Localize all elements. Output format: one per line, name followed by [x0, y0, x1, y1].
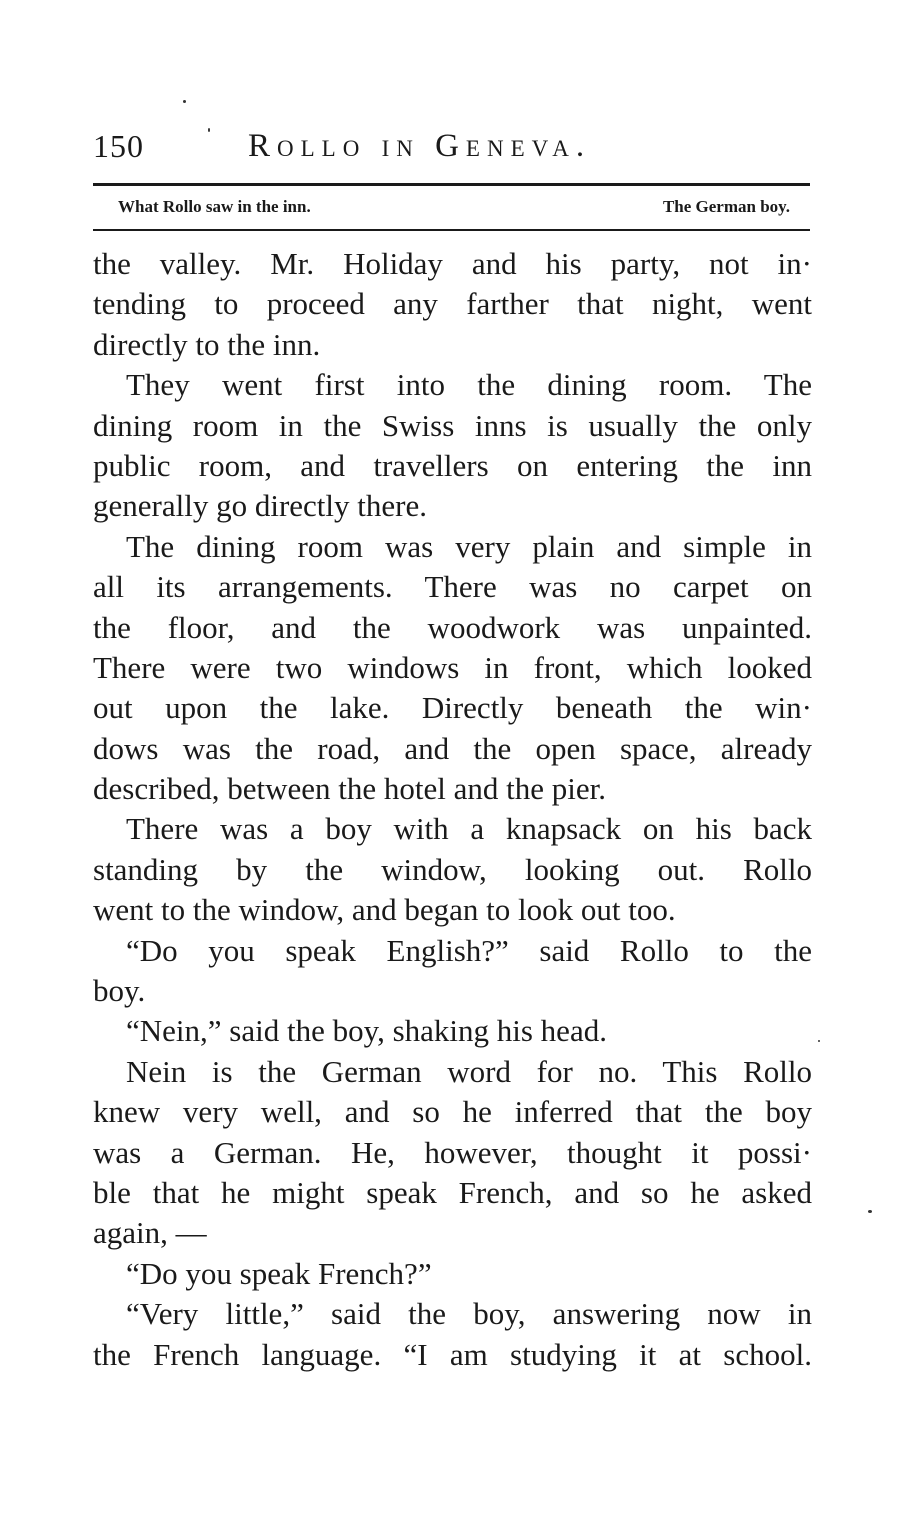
- text-line: the French language. “I am studying it at school.: [93, 1336, 812, 1372]
- text-line: “Do you speak English?” said Rollo to the: [126, 932, 812, 968]
- body-text: [93, 244, 812, 1375]
- text-line: knew very well, and so he inferred that the boy: [93, 1094, 812, 1130]
- header-rule-top: [93, 183, 810, 186]
- subhead-left: What Rollo saw in the inn.: [118, 197, 311, 216]
- text-line: public room, and travellers on entering the inn: [93, 447, 812, 483]
- print-speck: [818, 1040, 820, 1042]
- text-line: Nein is the German word for no. This Rollo: [126, 1053, 812, 1089]
- text-line: tending to proceed any farther that night, went: [93, 286, 812, 322]
- text-line: generally go directly there.: [93, 488, 427, 524]
- text-line: the floor, and the woodwork was unpainted.: [93, 609, 812, 645]
- section-subheads: [118, 197, 790, 221]
- text-line: boy.: [93, 973, 146, 1009]
- text-line: dows was the road, and the open space, already: [93, 730, 812, 766]
- text-line: described, between the hotel and the pier.: [93, 771, 607, 807]
- text-line: the valley. Mr. Holiday and his party, not in·: [93, 246, 812, 281]
- text-line: ble that he might speak French, and so he asked: [93, 1174, 812, 1210]
- text-line: There was a boy with a knapsack on his back: [126, 811, 812, 847]
- text-line: directly to the inn.: [93, 326, 321, 362]
- text-line: “Very little,” said the boy, answering now in: [126, 1296, 812, 1332]
- text-line: “Nein,” said the boy, shaking his head.: [126, 1013, 607, 1049]
- text-line: again, —: [93, 1215, 207, 1251]
- text-line: The dining room was very plain and simple in: [126, 528, 812, 564]
- header-rule-bottom: [93, 229, 810, 231]
- page-header: [93, 128, 810, 168]
- print-speck: [208, 128, 210, 132]
- text-line: They went first into the dining room. The: [126, 367, 812, 403]
- print-speck: [183, 100, 186, 103]
- text-line: went to the window, and began to look out too.: [93, 892, 676, 928]
- running-title: Rollo in Geneva.: [248, 128, 592, 164]
- text-line: There were two windows in front, which looked: [93, 649, 812, 685]
- print-speck: [868, 1210, 872, 1213]
- page-number: 150: [93, 128, 144, 164]
- text-line: all its arrangements. There was no carpet on: [93, 569, 812, 605]
- text-line: dining room in the Swiss inns is usually the only: [93, 407, 812, 443]
- text-line: out upon the lake. Directly beneath the win·: [93, 690, 812, 726]
- text-line: standing by the window, looking out. Rollo: [93, 851, 812, 887]
- text-line: was a German. He, however, thought it possi·: [93, 1134, 812, 1170]
- subhead-right: The German boy.: [662, 197, 790, 216]
- text-line: “Do you speak French?”: [126, 1255, 432, 1291]
